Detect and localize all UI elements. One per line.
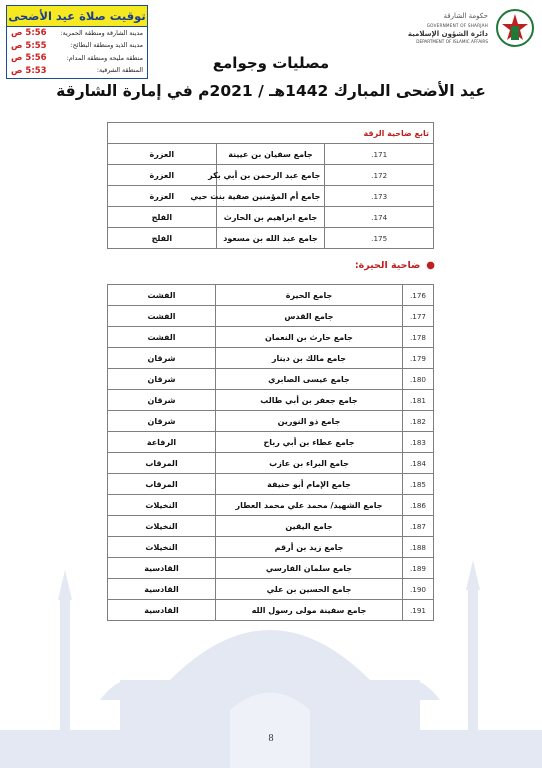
area-name: النخيلات bbox=[108, 495, 216, 516]
mosque-name: جامع الإمام أبو حنيفة bbox=[216, 474, 403, 495]
mosque-name: جامع سلمان الفارسي bbox=[216, 558, 403, 579]
area-name: شرقان bbox=[108, 411, 216, 432]
area-name: الفشت bbox=[108, 306, 216, 327]
mosque-name: جامع سفيان بن عيينة bbox=[216, 144, 325, 165]
bullet-icon: ● bbox=[426, 260, 435, 271]
page-title: مصليات وجوامع bbox=[212, 54, 330, 72]
table-row bbox=[108, 390, 434, 411]
table-row bbox=[108, 306, 434, 327]
table-body bbox=[108, 285, 434, 621]
row-number: 185. bbox=[403, 474, 434, 495]
row-number: 181. bbox=[403, 390, 434, 411]
prayer-time-value: 5:56 ص bbox=[11, 28, 47, 39]
prayer-region-label: مدينة الذيد ومنطقة البطائح: bbox=[70, 42, 143, 50]
table-row bbox=[108, 453, 434, 474]
row-number: 177. bbox=[403, 306, 434, 327]
area-name: الفلج bbox=[108, 228, 217, 249]
row-number: 171. bbox=[325, 144, 434, 165]
row-number: 175. bbox=[325, 228, 434, 249]
area-name: النخيلات bbox=[108, 537, 216, 558]
row-number: 183. bbox=[403, 432, 434, 453]
table-row bbox=[108, 537, 434, 558]
area-name: الفشت bbox=[108, 327, 216, 348]
row-number: 173. bbox=[325, 186, 434, 207]
mosques-table-raqqa bbox=[107, 122, 434, 249]
table-row bbox=[108, 207, 434, 228]
row-number: 188. bbox=[403, 537, 434, 558]
page-number: 8 bbox=[268, 733, 274, 744]
logo-department-ar: دائرة الشؤون الإسلامية bbox=[407, 30, 488, 38]
row-number: 190. bbox=[403, 579, 434, 600]
table-row bbox=[108, 495, 434, 516]
mosque-name: جامع الحسين بن علي bbox=[216, 579, 403, 600]
area-name: القادسية bbox=[108, 579, 216, 600]
mosque-name: جامع عبد الله بن مسعود bbox=[216, 228, 325, 249]
area-name: الفلج bbox=[108, 207, 217, 228]
prayer-time-value: 5:56 ص bbox=[11, 53, 47, 64]
mosque-name: جامع اليقين bbox=[216, 516, 403, 537]
prayer-time-value: 5:55 ص bbox=[11, 40, 47, 51]
table-row bbox=[108, 228, 434, 249]
mosque-name: جامع حارث بن النعمان bbox=[216, 327, 403, 348]
table-row bbox=[108, 144, 434, 165]
table-row bbox=[108, 285, 434, 306]
row-number: 184. bbox=[403, 453, 434, 474]
table-row bbox=[108, 165, 434, 186]
table-row bbox=[108, 348, 434, 369]
section-heading-text: ضاحية الحيرة: bbox=[354, 260, 421, 271]
row-number: 187. bbox=[403, 516, 434, 537]
mosque-name: جامع عطاء بن أبي رباح bbox=[216, 432, 403, 453]
mosque-name: جامع الشهيد/ محمد علي محمد العطار bbox=[216, 495, 403, 516]
mosque-name: جامع مالك بن دينار bbox=[216, 348, 403, 369]
table-row bbox=[108, 600, 434, 621]
area-name: المرقاب bbox=[108, 453, 216, 474]
logo-government-en: GOVERNMENT OF SHARJAH bbox=[426, 23, 488, 28]
mosque-name: جامع ابراهيم بن الحارث bbox=[216, 207, 325, 228]
mosque-name: جامع القدس bbox=[216, 306, 403, 327]
department-logo bbox=[396, 6, 536, 52]
row-number: 179. bbox=[403, 348, 434, 369]
row-number: 186. bbox=[403, 495, 434, 516]
row-number: 174. bbox=[325, 207, 434, 228]
mosque-name: جامع عيسى الصابري bbox=[216, 369, 403, 390]
logo-department-en: DEPARTMENT OF ISLAMIC AFFAIRS bbox=[416, 39, 488, 44]
table-row bbox=[108, 516, 434, 537]
area-name: شرقان bbox=[108, 369, 216, 390]
row-number: 191. bbox=[403, 600, 434, 621]
mosque-name: جامع عبد الرحمن بن أبي بكر bbox=[216, 165, 325, 186]
row-number: 189. bbox=[403, 558, 434, 579]
prayer-region-label: مدينة الشارقة ومنطقة الحمرية: bbox=[60, 29, 143, 37]
table-row bbox=[108, 369, 434, 390]
area-name: العزرة bbox=[108, 165, 217, 186]
mosque-name: جامع البراء بن عازب bbox=[216, 453, 403, 474]
table-row bbox=[108, 327, 434, 348]
row-number: 182. bbox=[403, 411, 434, 432]
mosque-name: جامع أم المؤمنين صفية بنت حيي bbox=[216, 186, 325, 207]
area-name: المرقاب bbox=[108, 474, 216, 495]
area-name: الرفاعة bbox=[108, 432, 216, 453]
table-caption: تابع ضاحية الرقة bbox=[108, 123, 434, 144]
prayer-region-label: المنطقة الشرقية: bbox=[96, 67, 143, 75]
mosque-name: جامع الحيرة bbox=[216, 285, 403, 306]
table-body bbox=[108, 144, 434, 249]
area-name: القادسية bbox=[108, 558, 216, 579]
table-row bbox=[108, 558, 434, 579]
table-row bbox=[108, 432, 434, 453]
page-subtitle: عيد الأضحى المبارك 1442هـ / 2021م في إمارة الشارقة bbox=[56, 82, 486, 100]
mosque-name: جامع سفينة مولى رسول الله bbox=[216, 600, 403, 621]
prayer-time-row bbox=[7, 27, 147, 40]
row-number: 178. bbox=[403, 327, 434, 348]
table-row bbox=[108, 186, 434, 207]
area-name: شرقان bbox=[108, 348, 216, 369]
area-name: العزرة bbox=[108, 144, 217, 165]
table-row bbox=[108, 411, 434, 432]
mosque-name: جامع زيد بن أرقم bbox=[216, 537, 403, 558]
area-name: النخيلات bbox=[108, 516, 216, 537]
mosque-name: جامع جعفر بن أبي طالب bbox=[216, 390, 403, 411]
area-name: القادسية bbox=[108, 600, 216, 621]
prayer-region-label: منطقة مليحة ومنطقة المدام: bbox=[66, 54, 143, 62]
area-name: شرقان bbox=[108, 390, 216, 411]
row-number: 180. bbox=[403, 369, 434, 390]
section-heading-heera bbox=[355, 260, 435, 271]
prayer-times-title: توقيت صلاة عيد الأضحى bbox=[7, 6, 147, 27]
table-row bbox=[108, 579, 434, 600]
sharjah-emblem-icon bbox=[494, 6, 536, 50]
table-caption-row bbox=[108, 123, 434, 144]
logo-government-ar: حكومة الشارقة bbox=[443, 12, 488, 20]
row-number: 176. bbox=[403, 285, 434, 306]
logo-text-block bbox=[398, 12, 488, 44]
prayer-time-row bbox=[7, 40, 147, 53]
mosques-table-heera bbox=[107, 284, 434, 621]
table-row bbox=[108, 474, 434, 495]
area-name: الفشت bbox=[108, 285, 216, 306]
mosque-name: جامع ذو النورين bbox=[216, 411, 403, 432]
prayer-time-value: 5:53 ص bbox=[11, 65, 47, 76]
row-number: 172. bbox=[325, 165, 434, 186]
area-name: العزرة bbox=[108, 186, 217, 207]
